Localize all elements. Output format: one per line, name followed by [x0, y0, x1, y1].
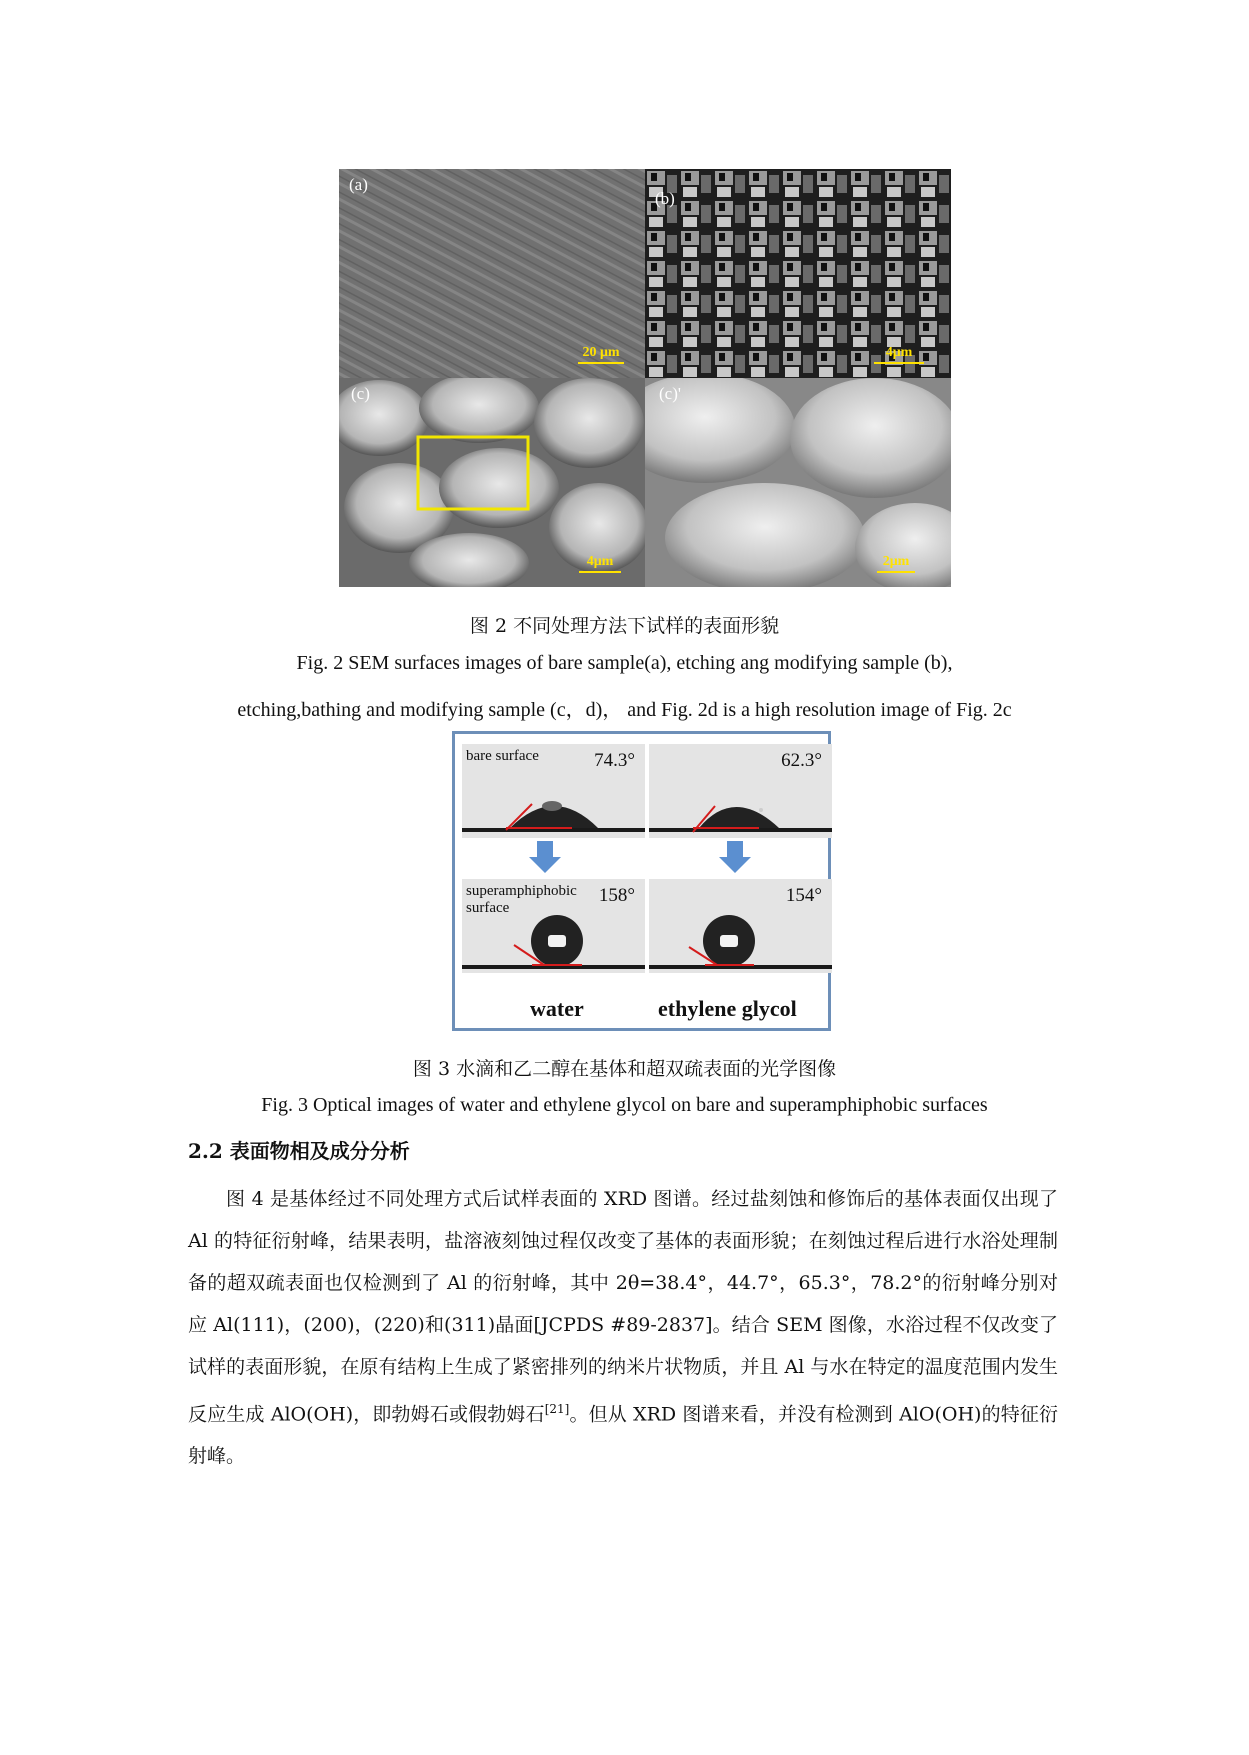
- section-paragraph: [188, 1178, 1058, 1477]
- figure-2-caption-en-2: etching,bathing and modifying sample (c，d)， and Fig. 2d is a high resolution image of Fig. 2c: [237, 699, 1012, 721]
- scale-bar-a: [575, 345, 627, 364]
- paragraph-text: 图 4 是基体经过不同处理方式后试样表面的 XRD 图谱。经过盐刻蚀和修饰后的基体表面仅出现了 Al 的特征衍射峰，结果表明，盐溶液刻蚀过程仅改变了基体的表面形貌；在刻蚀过程后进行水浴处理制备的超双疏表面也仅检测到了 Al 的衍射峰，其中 2θ=38.4°，44.7°，65.3°，78.2°的衍射峰分别对应 Al(111)，(200)，(220)和(311)晶面[JCPDS #89-2837]。结合 SEM 图像，水浴过程不仅改变了试样的表面形貌，在原有结构上生成了紧密排列的纳米片状物质，并且 Al 与水在特定的温度范围内发生反应生成 AlO(OH)，即勃姆石或假勃姆石: [188, 1188, 1058, 1426]
- cell-water-super: [462, 879, 645, 973]
- scale-bar-c-prime: [871, 554, 921, 573]
- scale-bar-b: [871, 345, 927, 364]
- contact-angle-value: 158°: [598, 885, 635, 906]
- figure-3-contact-angles: [452, 731, 831, 1031]
- scale-label-b: 4μm: [885, 345, 913, 360]
- down-arrow-icons: [455, 839, 834, 879]
- panel-label-c: (c): [351, 384, 370, 403]
- scale-label-c-prime: 2μm: [882, 554, 910, 569]
- cell-glycol-bare: [649, 744, 832, 838]
- cell-label: superamphiphobic surface: [466, 883, 577, 916]
- fluid-label-water: water: [530, 996, 584, 1021]
- panel-label-c-prime: (c)': [659, 384, 681, 403]
- down-arrow-icon: [529, 841, 561, 873]
- contact-angle-value: 74.3°: [594, 750, 635, 771]
- contact-angle-value: 154°: [785, 885, 822, 906]
- sem-panel-b: [645, 169, 951, 378]
- scale-label-c: 4μm: [586, 554, 614, 569]
- sem-panel-a: [339, 169, 645, 378]
- sem-panel-c-prime: [645, 378, 951, 587]
- figure-3-caption-en: Fig. 3 Optical images of water and ethylene glycol on bare and superamphiphobic surfaces: [261, 1094, 988, 1116]
- down-arrow-icon: [719, 841, 751, 873]
- figure-2-caption-cn: 图 2 不同处理方法下试样的表面形貌: [469, 615, 780, 637]
- scale-bar-c: [575, 554, 625, 573]
- figure-2-sem-grid: [339, 169, 951, 587]
- panel-label-b: (b): [655, 189, 675, 208]
- paragraph-end: 。但从 XRD 图谱来看，并没有检测到 AlO(OH)的特征衍射峰。: [188, 1403, 1059, 1468]
- figure-2-caption-en-1: Fig. 2 SEM surfaces images of bare sample(a), etching ang modifying sample (b),: [296, 652, 953, 674]
- contact-angle-value: 62.3°: [781, 750, 822, 771]
- sem-panel-c: [339, 378, 645, 587]
- cell-water-bare: [462, 744, 645, 838]
- fluid-label-ethylene-glycol: ethylene glycol: [658, 996, 797, 1021]
- cell-glycol-super: [649, 879, 832, 973]
- scale-label-a: 20 μm: [582, 345, 620, 360]
- figure-3-caption-cn: 图 3 水滴和乙二醇在基体和超双疏表面的光学图像: [412, 1058, 837, 1080]
- citation-21: [21]: [544, 1402, 570, 1416]
- cell-label: bare surface: [466, 748, 539, 764]
- panel-label-a: (a): [349, 175, 368, 194]
- section-heading: 2.2 表面物相及成分分析: [188, 1139, 410, 1163]
